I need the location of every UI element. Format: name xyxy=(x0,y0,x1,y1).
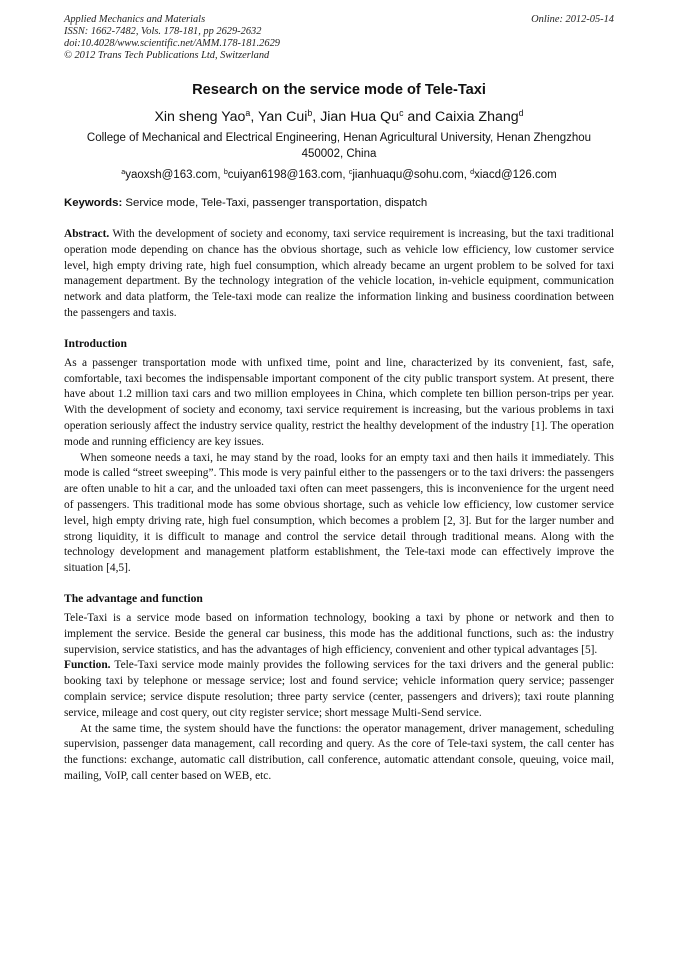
email-separator: , xyxy=(217,169,224,181)
author-name: Yan Cui xyxy=(257,109,308,125)
paper-title: Research on the service mode of Tele-Taxi xyxy=(192,82,486,98)
author-separator: and xyxy=(403,109,436,125)
abstract xyxy=(64,227,614,322)
email-mark: b xyxy=(223,168,228,177)
introduction-paragraph: As a passenger transportation mode with unfixed time, point and line, characterized by its convenient, fast, safe, comfortable, taxi becomes the indispensable important component of the city public transport system. At present, there have about 1.2 million taxi cars and two million employees in China, which complete ten billion person-trips per year. With the development of society and economy, taxi service requirement is increasing, but the various problems in taxi operation seriously affect the industry service quality, restrict the healthy development of the industry [1]. The operation mode and running efficiency are key issues. xyxy=(64,356,614,448)
email-list xyxy=(64,168,614,183)
email-mark: d xyxy=(470,168,475,177)
email-address: xiacd@126.com xyxy=(474,169,557,181)
abstract-label: Abstract. xyxy=(64,228,110,240)
email-separator: , xyxy=(342,169,349,181)
journal-header xyxy=(64,14,614,62)
journal-issn: ISSN: 1662-7482, Vols. 178-181, pp 2629-2632 xyxy=(64,26,262,37)
email-address: yaoxsh@163.com xyxy=(125,169,218,181)
email-address: cuiyan6198@163.com xyxy=(227,169,343,181)
affiliation-line: College of Mechanical and Electrical Engineering, Henan Agricultural University, Henan Zhengzhou xyxy=(86,132,592,144)
section-heading-introduction: Introduction xyxy=(64,336,127,350)
email-address: jianhuaqu@sohu.com xyxy=(352,169,464,181)
author-separator: , xyxy=(250,109,258,125)
author-list xyxy=(64,108,614,126)
author-name: Caixia Zhang xyxy=(435,109,519,125)
section-heading-advantage: The advantage and function xyxy=(64,591,203,605)
email-mark: c xyxy=(348,168,353,177)
author-mark: d xyxy=(518,108,524,119)
keywords xyxy=(64,196,614,211)
keywords-text: Service mode, Tele-Taxi, passenger transportation, dispatch xyxy=(122,197,428,209)
author-mark: c xyxy=(399,108,404,119)
affiliation xyxy=(64,130,614,162)
email-mark: a xyxy=(121,168,126,177)
keywords-label: Keywords: xyxy=(64,197,123,209)
function-label: Function. xyxy=(64,659,111,672)
function-text: Tele-Taxi service mode mainly provides the following services for the taxi drivers and the general public: booking taxi by telephone or message service; lost and found service; vehicle information query service; passenger complain service; service dispute resolution; three party service (center, passengers and drivers); taxi route planning service, mileage and cost query, out city register service; short message Multi-Send service. xyxy=(64,659,614,719)
affiliation-line: 450002, China xyxy=(301,148,377,160)
paper-page xyxy=(64,14,614,785)
journal-copyright: © 2012 Trans Tech Publications Ltd, Switzerland xyxy=(64,50,270,61)
author-separator: , xyxy=(312,109,321,125)
email-separator: , xyxy=(463,169,471,181)
journal-doi: doi:10.4028/www.scientific.net/AMM.178-181.2629 xyxy=(64,38,280,49)
online-date: Online: 2012-05-14 xyxy=(531,14,614,25)
function-paragraph xyxy=(64,658,614,721)
advantage-paragraph: At the same time, the system should have the functions: the operator management, driver management, scheduling supervision, passenger data management, call recording and query. As the core of Tele-taxi system, the call center has the functions: exchange, automatic call distribution, call conference, automatic attendant console, queuing, voice mail, mailing, VoIP, call center based on WEB, etc. xyxy=(64,722,614,782)
author-mark: b xyxy=(307,108,313,119)
author-name: Xin sheng Yao xyxy=(154,109,246,125)
abstract-text: With the development of society and economy, taxi service requirement is increasing, but the taxi traditional operation mode depending on chance has the obvious shortage, such as vehicle low efficiency, low customer service level, high empty driving rate, high fuel consumption, which already became an urgent problem to be solved for taxi management department. By the technology integration of the vehicle location, in-vehicle equipment, communication network and data platform, the Tele-taxi mode can realize the information linking and business coordination between the passengers and taxis. xyxy=(64,228,614,319)
author-name: Jian Hua Qu xyxy=(320,109,400,125)
advantage-paragraph: Tele-Taxi is a service mode based on information technology, booking a taxi by phone or network and then to implement the service. Beside the general car business, this mode has the additional functions, such as: the industry supervision, service statistics, and has the advantages of high efficiency, convenient and other typical advantages [5]. xyxy=(64,611,614,656)
introduction-paragraph: When someone needs a taxi, he may stand by the road, looks for an empty taxi and then hails it immediately. This mode is called “street sweeping”. This mode is very painful either to the passengers or to the taxi drivers: the passengers are often unable to hit a car, and the unloaded taxi often can meet passengers, this is inconvenience for the urgent need of passengers. This traditional mode has some obvious shortage, such as vehicle low efficiency, low customer service level, high empty driving rate, high fuel consumption, which becomes a problem [2, 3]. But for the larger number and strong liquidity, it is difficult to manage and control the service detail through traditional means. Along with the technology development and management platform establishment, the Tele-taxi mode can effectively improve the situation [4,5]. xyxy=(64,451,614,575)
journal-name: Applied Mechanics and Materials xyxy=(64,14,206,25)
author-mark: a xyxy=(245,108,251,119)
